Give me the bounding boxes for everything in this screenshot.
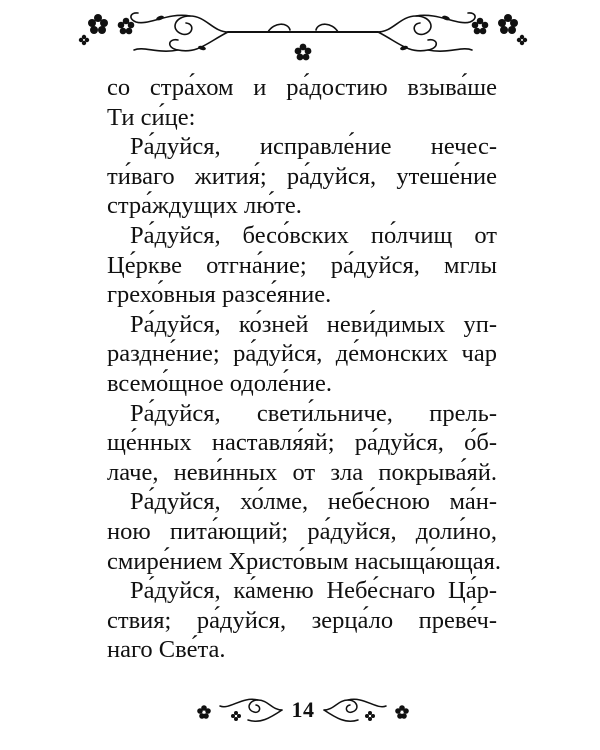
text-line: стра́ждущих лю́те. (107, 192, 302, 220)
text-line: наго Све́та. (107, 636, 226, 664)
text-line: грехо́вныя разсе́яние. (107, 281, 332, 309)
text-line: ще́нных наставля́яй; ра́дуйся, о́б- (107, 429, 497, 457)
text-line: Ти си́це: (107, 103, 196, 131)
text-line: Ра́дуйся, хо́лме, небе́сною ма́н- (130, 488, 497, 516)
text-line: Ра́дуйся, ко́зней неви́димых уп- (130, 310, 497, 338)
text-line: ствия; ра́дуйся, зерца́ло преве́ч- (107, 606, 497, 634)
text-line: Ра́дуйся, исправле́ние нечес- (130, 133, 497, 161)
text-line: всемо́щное одоле́ние. (107, 369, 333, 397)
footer-ornament (190, 690, 416, 730)
page-number: 14 (291, 697, 315, 722)
text-line: раздне́ние; ра́дуйся, де́монских чар (107, 340, 497, 368)
top-floral-ornament-icon (78, 8, 528, 64)
text-line: ною пита́ющий; ра́дуйся, доли́но, (107, 517, 497, 545)
text-line: ти́ваго жития́; ра́дуйся, утеше́ние (107, 162, 497, 190)
text-line: смире́нием Христо́вым насыща́ющая. (107, 547, 502, 575)
text-line: со стра́хом и ра́достию взыва́ше (107, 74, 497, 101)
text-block (107, 73, 502, 665)
text-line: Ра́дуйся, ка́меню Небе́снаго Ца́р- (130, 577, 497, 605)
text-line: Ра́дуйся, свети́льниче, прель- (130, 399, 497, 427)
text-line: Це́ркве отгна́ние; ра́дуйся, мглы (107, 251, 497, 279)
text-line: лаче, неви́нных от зла покрыва́яй. (107, 458, 497, 486)
text-line: Ра́дуйся, бесо́вских по́лчищ от (130, 221, 497, 249)
